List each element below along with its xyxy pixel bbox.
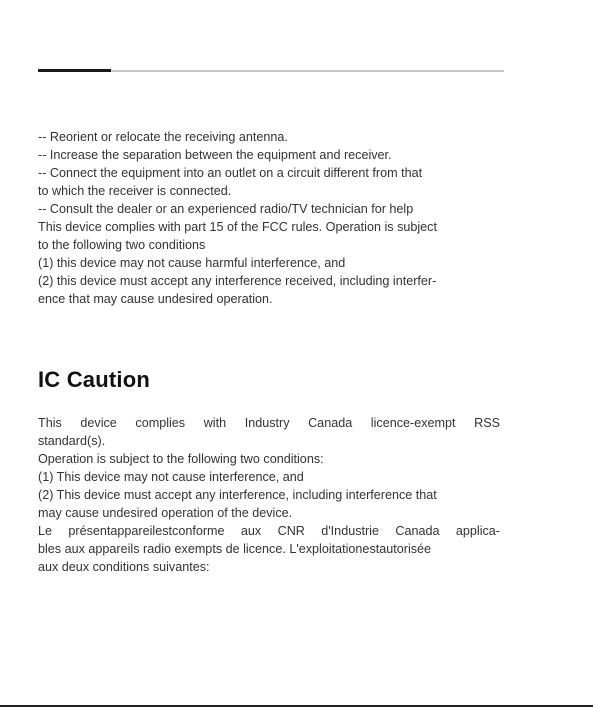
fcc-line: to the following two conditions [38,238,206,252]
ic-line: (1) This device may not cause interference, and [38,470,304,484]
fcc-line: (2) this device must accept any interference received, including interfer- [38,274,437,288]
ic-line: bles aux appareils radio exempts de licence. L'exploitationestautorisée [38,542,432,556]
fcc-line: -- Reorient or relocate the receiving antenna. [38,130,288,144]
ic-line: Le présentappareilestconforme aux CNR d'Industrie Canada applica- [38,524,500,538]
ic-line: aux deux conditions suivantes: [38,560,210,574]
fcc-line: to which the receiver is connected. [38,184,232,198]
fcc-line: (1) this device may not cause harmful interference, and [38,256,346,270]
ic-line: standard(s). [38,434,106,448]
fcc-line: ence that may cause undesired operation. [38,292,273,306]
ic-caution-heading: IC Caution [38,367,150,392]
ic-line: (2) This device must accept any interference, including interference that [38,488,437,502]
header-divider-accent [38,69,111,72]
ic-line: Operation is subject to the following two conditions: [38,452,324,466]
ic-line: This device complies with Industry Canada licence-exempt RSS [38,416,500,430]
ic-statement [38,414,500,576]
fcc-line: -- Increase the separation between the equipment and receiver. [38,148,392,162]
ic-line: may cause undesired operation of the device. [38,506,293,520]
fcc-line: -- Consult the dealer or an experienced radio/TV technician for help [38,202,414,216]
fcc-line: This device complies with part 15 of the FCC rules. Operation is subject [38,220,437,234]
fcc-statement [38,128,500,308]
fcc-line: -- Connect the equipment into an outlet on a circuit different from that [38,166,423,180]
